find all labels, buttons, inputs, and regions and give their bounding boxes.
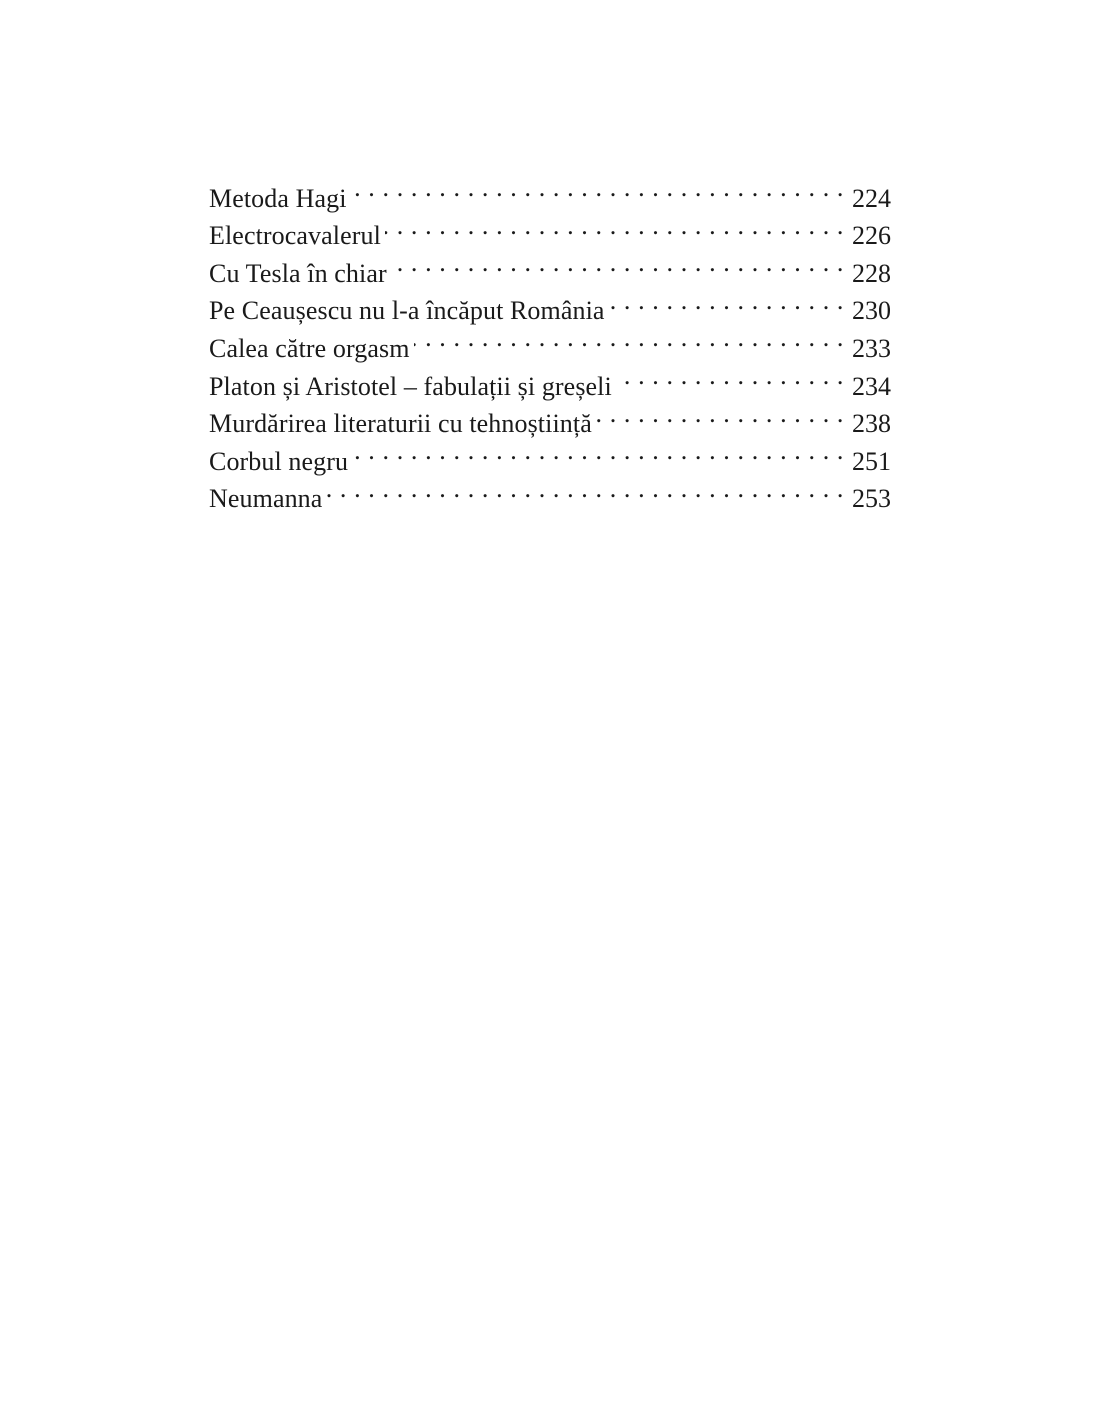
toc-entry: [209, 169, 891, 213]
toc-dot-leader: [596, 395, 844, 433]
toc-entry-page: 228: [852, 258, 891, 288]
toc-dot-leader: [326, 470, 844, 508]
toc-entry-title: Murdărirea literaturii cu tehnoștiință: [209, 409, 592, 439]
toc-dot-leader: [385, 207, 844, 245]
toc-entry-title: Neumanna: [209, 484, 323, 514]
toc-dot-leader: [351, 169, 844, 207]
toc-dot-leader: [609, 282, 844, 320]
toc-entry-title: Calea către orgasm: [209, 333, 410, 363]
toc-dot-leader: [352, 432, 844, 470]
toc-entry-title: Pe Ceaușescu nu l-a încăput România: [209, 296, 605, 326]
toc-entry-page: 224: [852, 183, 891, 213]
toc-dot-leader: [414, 319, 844, 357]
toc-entry-page: 233: [852, 333, 891, 363]
toc-dot-leader: [391, 244, 844, 282]
toc-entry-title: Platon și Aristotel – fabulații și greșeli: [209, 371, 612, 401]
toc-entry-page: 230: [852, 296, 891, 326]
toc-entry-title: Corbul negru: [209, 446, 349, 476]
toc-entry-page: 226: [852, 221, 891, 251]
toc-entry-title: Cu Tesla în chiar: [209, 258, 387, 288]
table-of-contents: [209, 169, 891, 514]
toc-dot-leader: [616, 357, 844, 395]
toc-entry-title: Metoda Hagi: [209, 183, 347, 213]
toc-entry-page: 253: [852, 484, 891, 514]
toc-entry-title: Electrocavalerul: [209, 221, 381, 251]
toc-entry-page: 251: [852, 446, 891, 476]
toc-entry-page: 234: [852, 371, 891, 401]
toc-entry-page: 238: [852, 409, 891, 439]
